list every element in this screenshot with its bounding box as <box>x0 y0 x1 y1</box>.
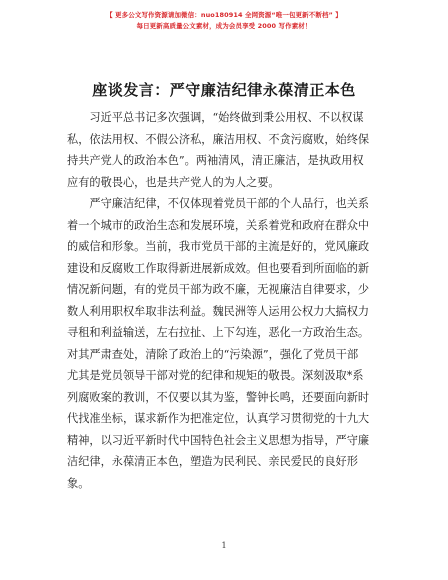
text-line: 数人利用职权牟取非法利益。魏民洲等人运用公权力大搞权力 <box>67 304 370 318</box>
text-line: 着一个城市的政治生态和发展环境，关系着党和政府在群众中 <box>67 218 370 232</box>
text-line: 应有的敬畏心，也是共产党人的为人之要。 <box>67 175 280 189</box>
text-line: 情况新问题，有的党员干部为政不廉，无视廉洁自律要求，少 <box>67 283 370 296</box>
text-line: 洁纪律，永葆清正本色，塑造为民利民、亲民爱民的良好形 <box>67 455 358 468</box>
page-number: 1 <box>221 541 227 550</box>
paragraph-2 <box>67 193 385 494</box>
banner-promo-line: 【 更多公文写作资源请加微信：nuo180914 全网资源“唯一包更新不断档” 】 <box>106 11 342 19</box>
document-title: 座谈发言：严守廉洁纪律永葆清正本色 <box>92 81 356 99</box>
text-line: 列腐败案的教训，不仅要以其为鉴，警钟长鸣，还要面向新时 <box>67 390 370 404</box>
text-line: 私，依法用权、不假公济私，廉洁用权、不贪污腐败，始终保 <box>67 132 370 146</box>
text-line: 严守廉洁纪律，不仅体现着党员干部的个人品行，也关系 <box>67 197 370 210</box>
header-banner <box>0 10 448 32</box>
text-line: 的威信和形象。当前，我市党员干部的主流是好的，党风廉政 <box>67 240 370 253</box>
text-line: 建设和反腐败工作取得新进展新成效。但也要看到所面临的新 <box>67 261 370 275</box>
text-line: 象。 <box>67 476 90 490</box>
text-line: 寻租和利益输送，左右拉扯、上下勾连，恶化一方政治生态。 <box>67 326 370 339</box>
text-line: 习近平总书记多次强调，“始终做到秉公用权、不以权谋 <box>67 111 364 124</box>
text-line: 尤其是党员领导干部对党的纪律和规矩的敬畏。深刻汲取*系 <box>67 369 364 382</box>
text-line: 代找准坐标，谋求新作为把准定位，认真学习贯彻党的十九大 <box>67 412 370 425</box>
text-line: 对其严肃查处，清除了政治上的“污染源”，强化了党员干部 <box>67 347 359 361</box>
paragraph-1 <box>67 107 385 193</box>
text-line: 持共产党人的政治本色”。两袖清风，清正廉洁，是执政用权 <box>67 154 364 167</box>
text-line: 精神，以习近平新时代中国特色社会主义思想为指导，严守廉 <box>67 433 370 447</box>
banner-member-line: 每日更新高质量公文素材，成为会员享受 2000 写作素材！ <box>136 22 312 30</box>
